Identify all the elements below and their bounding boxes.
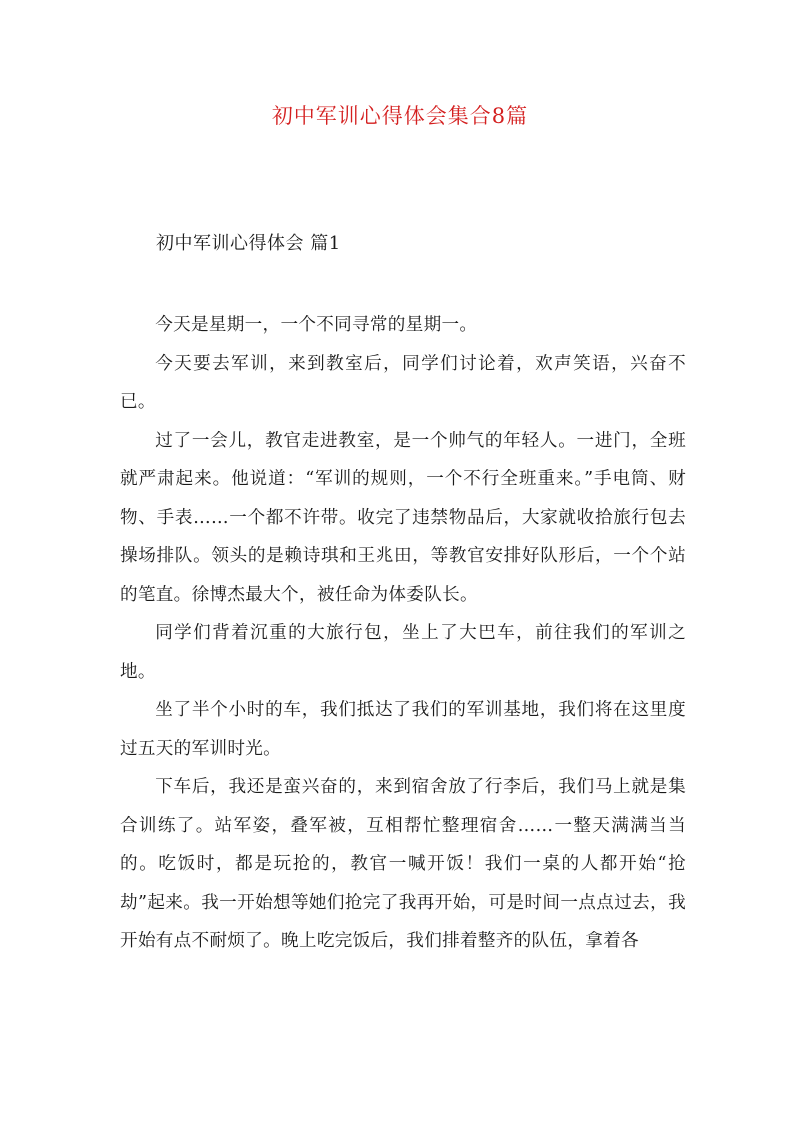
- paragraph-3: 过了一会儿，教官走进教室，是一个帅气的年轻人。一进门，全班就严肃起来。他说道：“军训的规则，一个不行全班重来。”手电筒、财物、手表……一个都不许带。收完了违禁物品后，大家就收拾旅行包去操场排队。领头的是赖诗琪和王兆田，等教官安排好队形后，一个个站的笔直。徐博杰最大个，被任命为体委队长。: [120, 430, 686, 605]
- paragraph-4: 同学们背着沉重的大旅行包，坐上了大巴车，前往我们的军训之地。: [120, 623, 686, 682]
- paragraph-6: 下车后，我还是蛮兴奋的，来到宿舍放了行李后，我们马上就是集合训练了。站军姿，叠军被，互相帮忙整理宿舍……一整天满满当当的。吃饭时，都是玩抢的，教官一喊开饭！我们一桌的人都开始“抢劫”起来。我一开始想等她们抢完了我再开始，可是时间一点点过去，我开始有点不耐烦了。晚上吃完饭后，我们排着整齐的队伍，拿着各: [120, 777, 686, 951]
- body-text: [120, 306, 686, 961]
- paragraph-2: 今天要去军训，来到教室后，同学们讨论着，欢声笑语，兴奋不已。: [120, 353, 686, 412]
- section-heading: 初中军训心得体会 篇1: [156, 233, 341, 254]
- document-title: 初中军训心得体会集合8篇: [271, 104, 529, 128]
- paragraph-5: 坐了半个小时的车，我们抵达了我们的军训基地，我们将在这里度过五天的军训时光。: [120, 700, 686, 759]
- paragraph-1: 今天是星期一，一个不同寻常的星期一。: [155, 315, 478, 335]
